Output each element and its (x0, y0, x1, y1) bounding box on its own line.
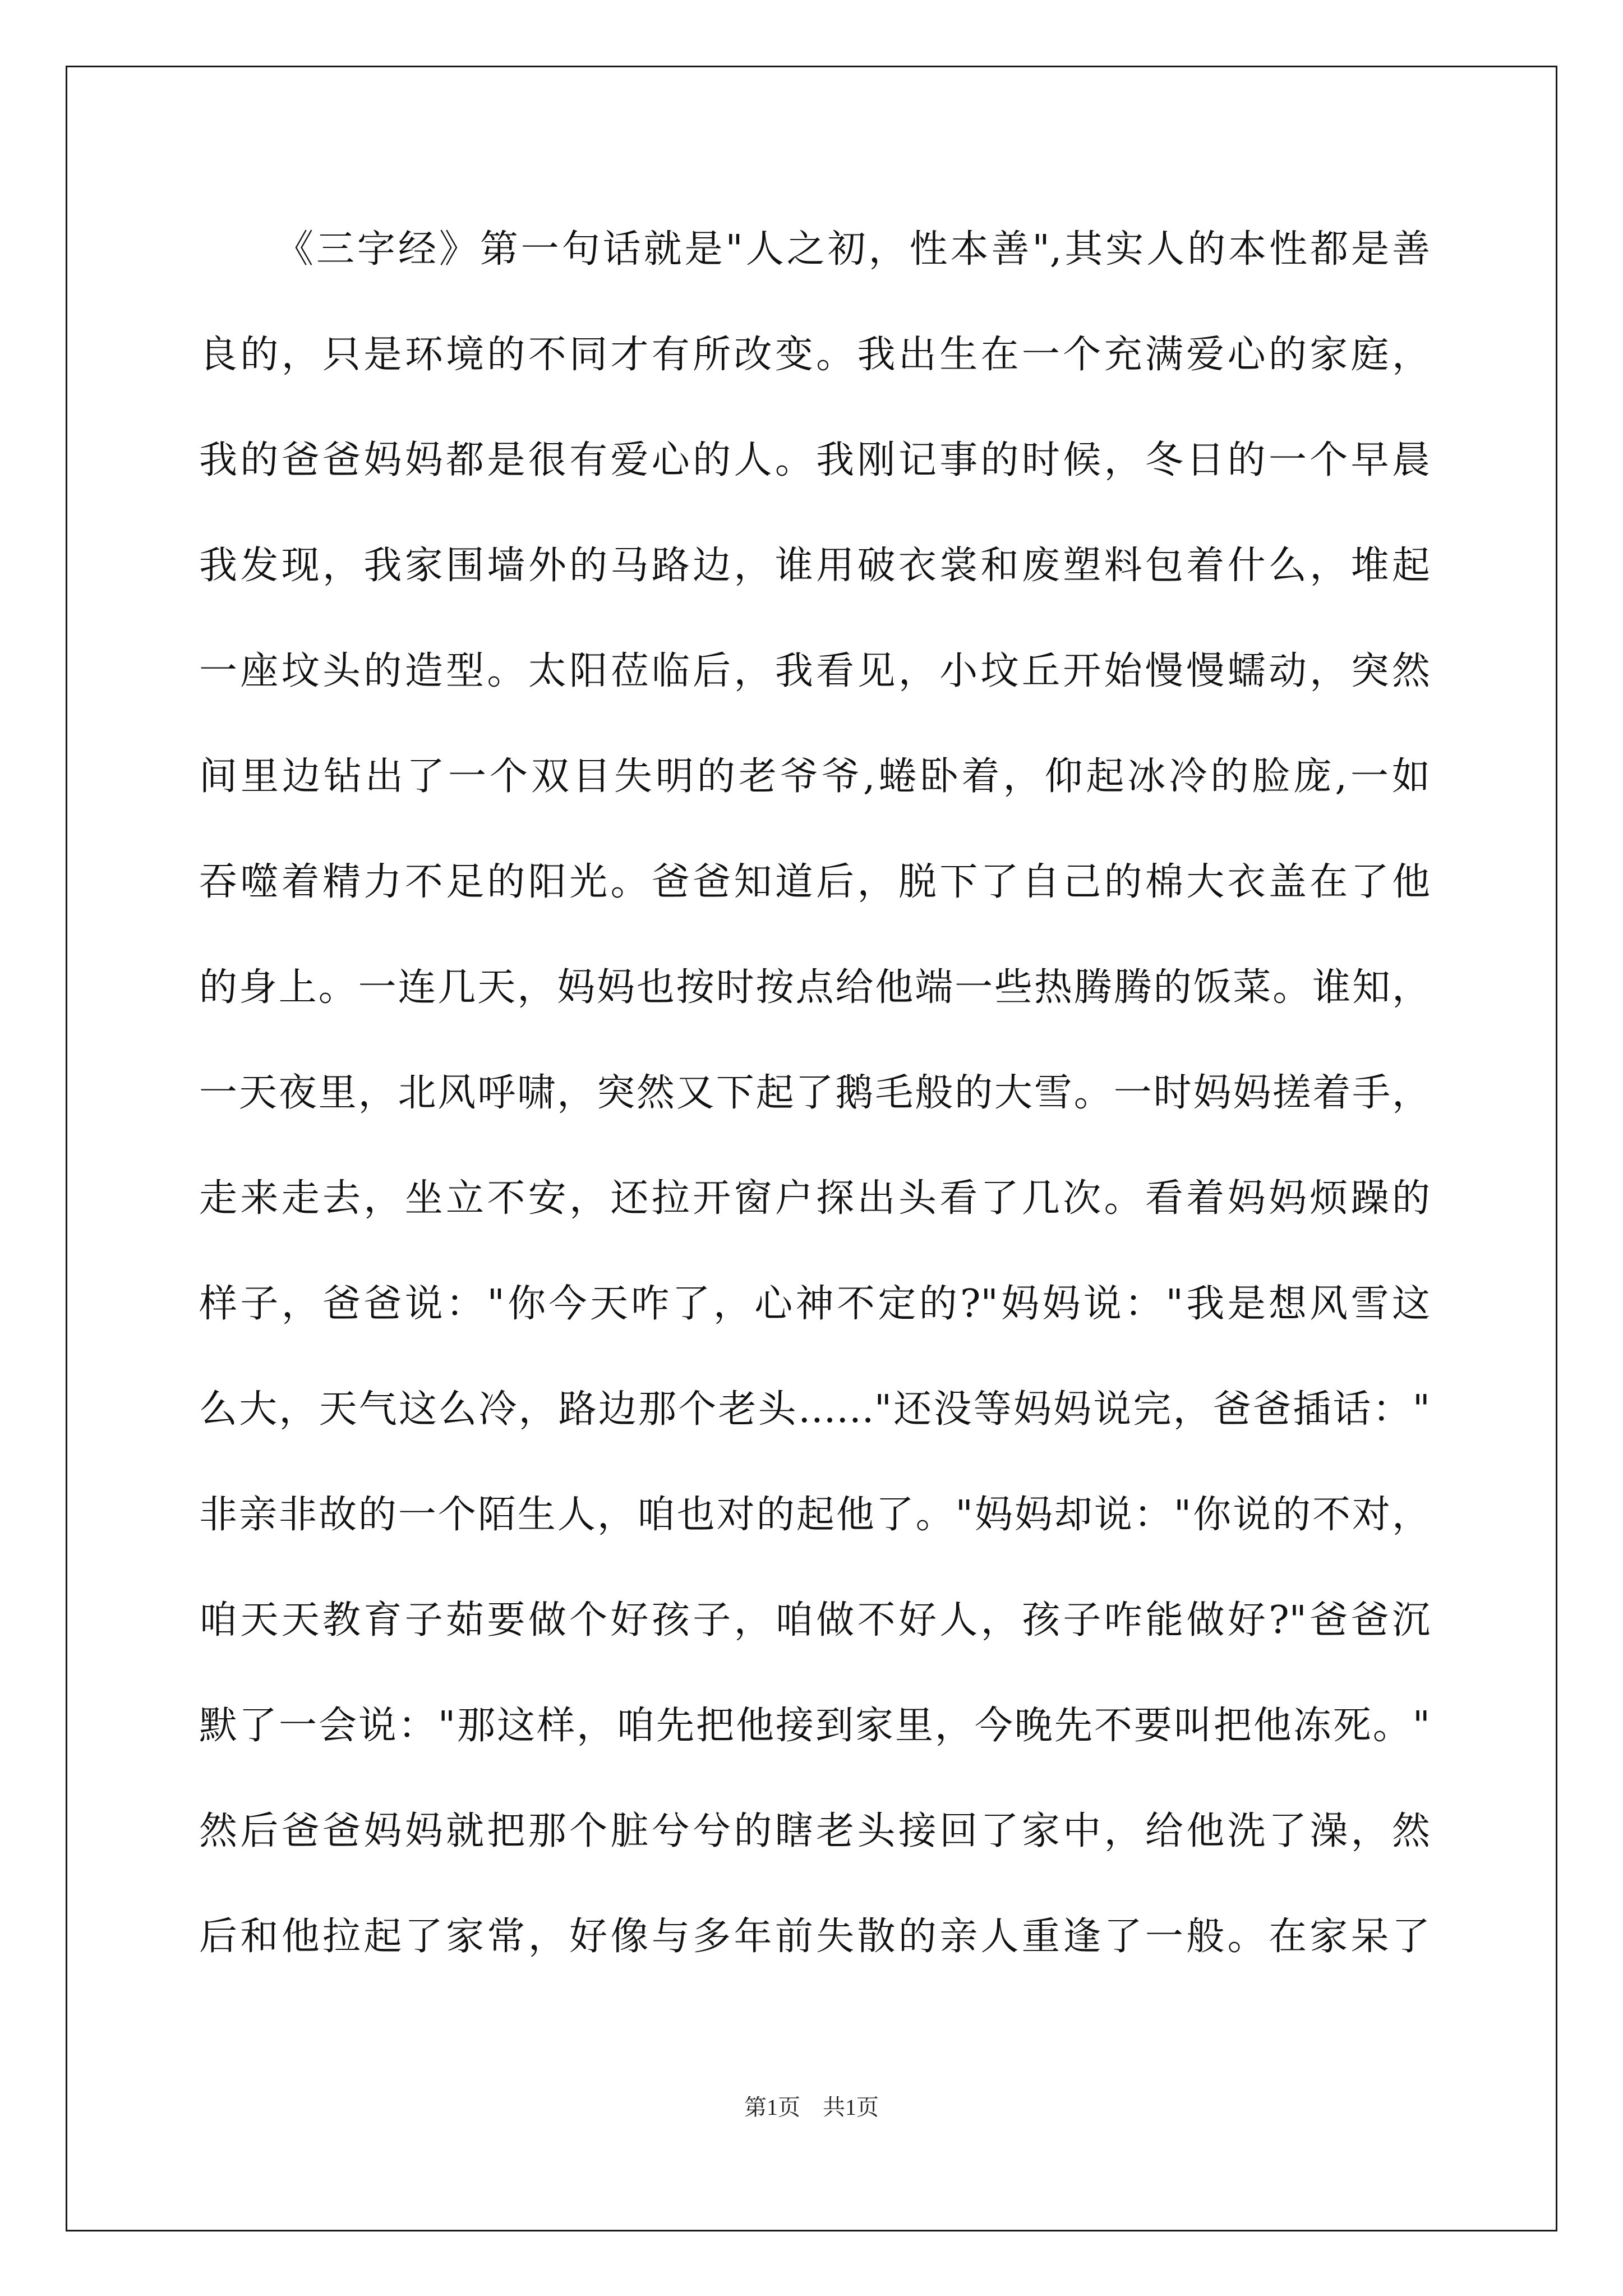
document-body (199, 216, 1430, 2009)
text-line: 吞噬着精力不足的阳光。爸爸知道后，脱下了自己的棉大衣盖在了他 (199, 860, 1430, 904)
text-line: 间里边钻出了一个双目失明的老爷爷,蜷卧着，仰起冰冷的脸庞,一如 (199, 754, 1430, 799)
text-line: 然后爸爸妈妈就把那个脏兮兮的瞎老头接回了家中，给他洗了澡，然 (199, 1809, 1430, 1853)
text-line: 样子，爸爸说："你今天咋了，心神不定的?"妈妈说："我是想风雪这 (199, 1282, 1430, 1326)
text-line: 么大，天气这么冷，路边那个老头……"还没等妈妈说完，爸爸插话：" (199, 1387, 1430, 1432)
page-number-footer: 第1页 共1页 (744, 2095, 879, 2120)
text-line: 《三字经》第一句话就是"人之初，性本善",其实人的本性都是善 (275, 227, 1430, 272)
text-line: 我发现，我家围墙外的马路边，谁用破衣裳和废塑料包着什么，堆起 (199, 544, 1430, 588)
text-line: 一座坟头的造型。太阳莅临后，我看见，小坟丘开始慢慢蠕动，突然 (199, 649, 1430, 693)
text-line: 默了一会说："那这样，咱先把他接到家里，今晚先不要叫把他冻死。" (199, 1704, 1430, 1748)
text-line: 的身上。一连几天，妈妈也按时按点给他端一些热腾腾的饭菜。谁知， (199, 965, 1430, 1010)
text-line: 后和他拉起了家常，好像与多年前失散的亲人重逢了一般。在家呆了 (199, 1915, 1430, 1959)
text-line: 走来走去，坐立不安，还拉开窗户探出头看了几次。看着妈妈烦躁的 (199, 1176, 1430, 1221)
text-line: 一天夜里，北风呼啸，突然又下起了鹅毛般的大雪。一时妈妈搓着手， (199, 1071, 1430, 1115)
text-line: 我的爸爸妈妈都是很有爱心的人。我刚记事的时候，冬日的一个早晨 (199, 438, 1430, 482)
text-line: 良的，只是环境的不同才有所改变。我出生在一个充满爱心的家庭， (199, 333, 1430, 377)
text-line: 咱天天教育子茹要做个好孩子，咱做不好人，孩子咋能做好?"爸爸沉 (199, 1598, 1430, 1642)
text-line: 非亲非故的一个陌生人，咱也对的起他了。"妈妈却说："你说的不对， (199, 1493, 1430, 1537)
